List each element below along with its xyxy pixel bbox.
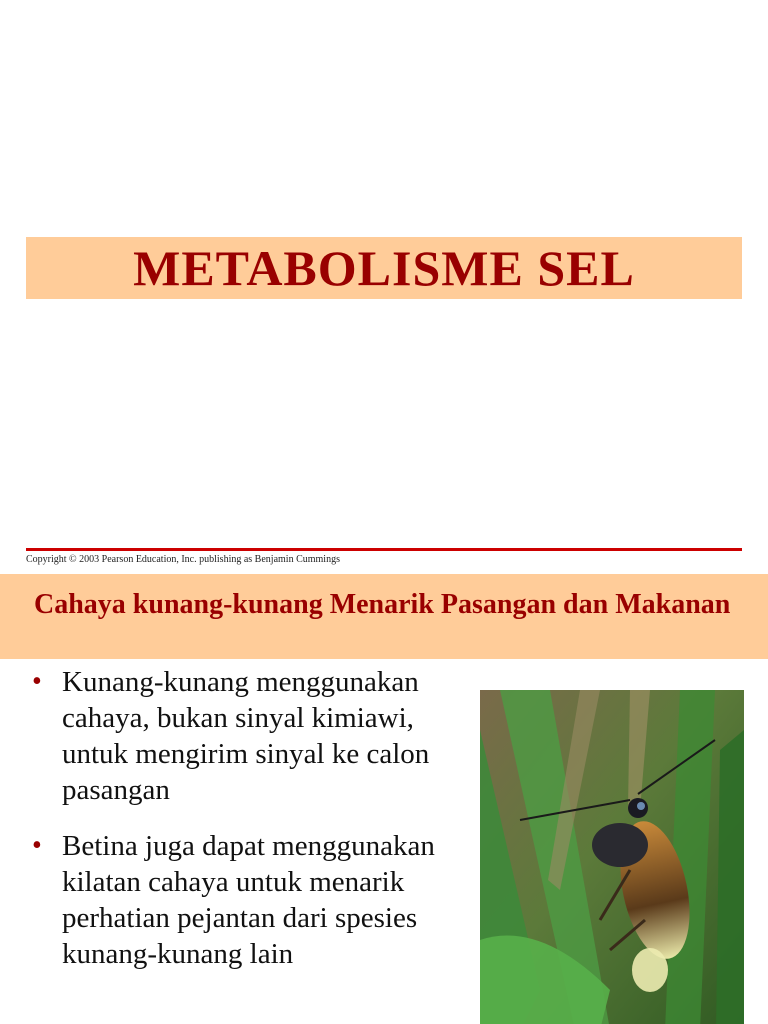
bullet-text: Kunang-kunang menggunakan cahaya, bukan sinyal kimiawi, untuk mengirim sinyal ke calon pasangan: [62, 666, 430, 806]
content-slide: [0, 574, 768, 1024]
bullet-dot-icon: •: [32, 666, 42, 697]
bullet-item: [32, 664, 462, 808]
divider-line: [26, 548, 742, 551]
slide-heading: Cahaya kunang-kunang Menarik Pasangan dan Makanan: [34, 589, 731, 620]
bullet-dot-icon: •: [32, 830, 42, 861]
title-band: [26, 237, 742, 299]
slide-title: METABOLISME SEL: [133, 240, 635, 296]
firefly-photo: [480, 690, 744, 1024]
firefly-illustration: [480, 690, 744, 1024]
header-band: [0, 574, 768, 659]
bullet-text: Betina juga dapat menggunakan kilatan cahaya untuk menarik perhatian pejantan dari spesies kunang-kunang lain: [62, 830, 435, 970]
copyright-notice: Copyright © 2003 Pearson Education, Inc. publishing as Benjamin Cummings: [26, 554, 340, 565]
bullet-item: [32, 828, 462, 972]
bullet-list: [32, 664, 462, 992]
